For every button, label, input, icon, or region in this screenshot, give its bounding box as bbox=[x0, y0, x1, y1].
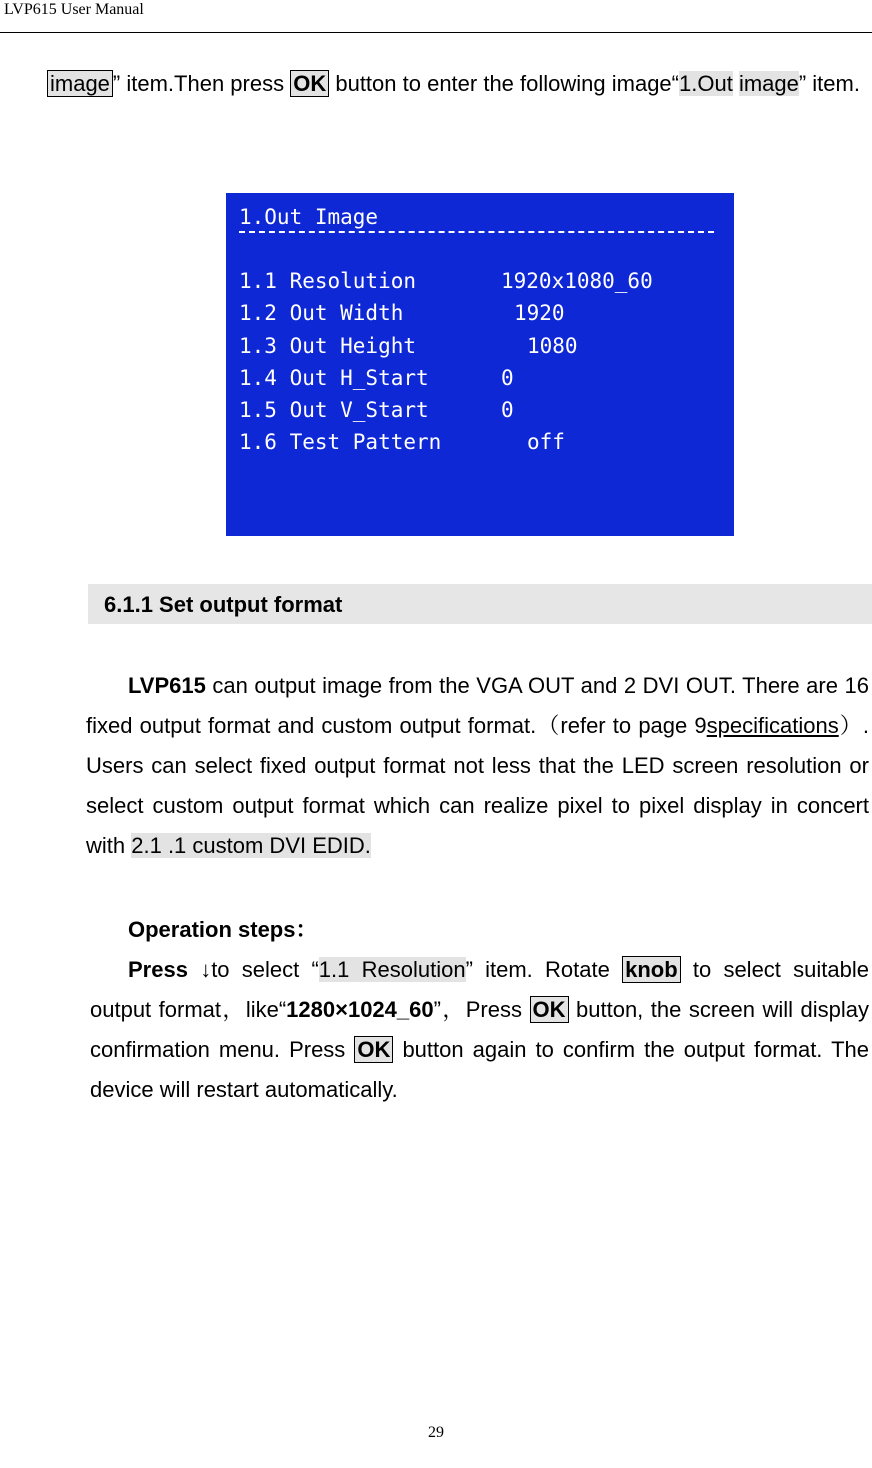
menu-row-label: 1.1 Resolution bbox=[239, 269, 417, 293]
resolution-item-ref: 1.1 Resolution bbox=[318, 957, 466, 982]
menu-row-label: 1.2 Out Width bbox=[239, 301, 404, 325]
operation-steps-heading bbox=[86, 910, 869, 950]
steps-label: Operation steps： bbox=[128, 917, 318, 942]
menu-row-value: off bbox=[527, 430, 565, 454]
specifications-link[interactable]: specifications bbox=[706, 713, 839, 738]
intro-paragraph bbox=[47, 64, 869, 104]
intro-text-1: ” item.Then press bbox=[112, 71, 285, 96]
edid-reference: 2.1 .1 custom DVI EDID. bbox=[131, 833, 371, 858]
ok-label-2: OK bbox=[354, 1036, 393, 1063]
body-paragraph-1 bbox=[86, 666, 869, 866]
menu-title: 1.Out Image bbox=[239, 205, 379, 229]
intro-word-image-2: image bbox=[738, 71, 799, 96]
page-header bbox=[0, 0, 872, 33]
format-example: 1280×1024_60 bbox=[286, 997, 434, 1022]
steps-text-2: ” item. Rotate bbox=[465, 957, 610, 982]
menu-divider bbox=[239, 231, 714, 233]
steps-text-1: to select “ bbox=[211, 957, 319, 982]
intro-word-out: 1.Out bbox=[679, 71, 733, 96]
menu-row-label: 1.6 Test Pattern bbox=[239, 430, 442, 454]
menu-row-value: 1080 bbox=[527, 334, 578, 358]
product-name: LVP615 bbox=[128, 673, 206, 698]
steps-text-5: button, the screen will display confirmation menu. Press bbox=[90, 997, 869, 1062]
page-number: 29 bbox=[428, 1424, 444, 1441]
menu-row-label: 1.4 Out H_Start bbox=[239, 366, 429, 390]
intro-text-3: ” item. bbox=[798, 71, 860, 96]
body-text-2: ）. Users can select fixed output format not less that the LED screen resolution or select custom output format which can realize pixel to pixel display in concert with bbox=[86, 713, 869, 858]
knob-label: knob bbox=[622, 956, 681, 983]
operation-steps-paragraph bbox=[90, 950, 869, 1110]
intro-word-image: image bbox=[47, 70, 113, 97]
menu-row-value: 1920 bbox=[514, 301, 565, 325]
out-image-menu-screen bbox=[226, 193, 734, 536]
menu-row-label: 1.5 Out V_Start bbox=[239, 398, 429, 422]
press-label: Press bbox=[128, 957, 188, 982]
body-text-1: can output image from the VGA OUT and 2 DVI OUT. There are 16 fixed output format and custom output format.（refer to page 9 bbox=[86, 673, 869, 738]
menu-row-value: 0 bbox=[501, 366, 514, 390]
manual-title: LVP615 User Manual bbox=[4, 1, 144, 18]
steps-text-3: to select suitable output format，like“ bbox=[90, 957, 869, 1022]
intro-text-2: button to enter the following image“ bbox=[335, 71, 679, 96]
menu-row-value: 1920x1080_60 bbox=[501, 269, 653, 293]
ok-button-label: OK bbox=[290, 70, 329, 97]
section-heading: 6.1.1 Set output format bbox=[104, 592, 343, 617]
ok-label-1: OK bbox=[530, 996, 569, 1023]
menu-row-value: 0 bbox=[501, 398, 514, 422]
steps-text-4: ”，Press bbox=[433, 997, 522, 1022]
menu-row-label: 1.3 Out Height bbox=[239, 334, 417, 358]
down-arrow-icon: ↓ bbox=[200, 957, 212, 982]
steps-text-6: button again to confirm the output format. The device will restart automatically. bbox=[90, 1037, 869, 1102]
section-heading-band bbox=[88, 584, 872, 624]
